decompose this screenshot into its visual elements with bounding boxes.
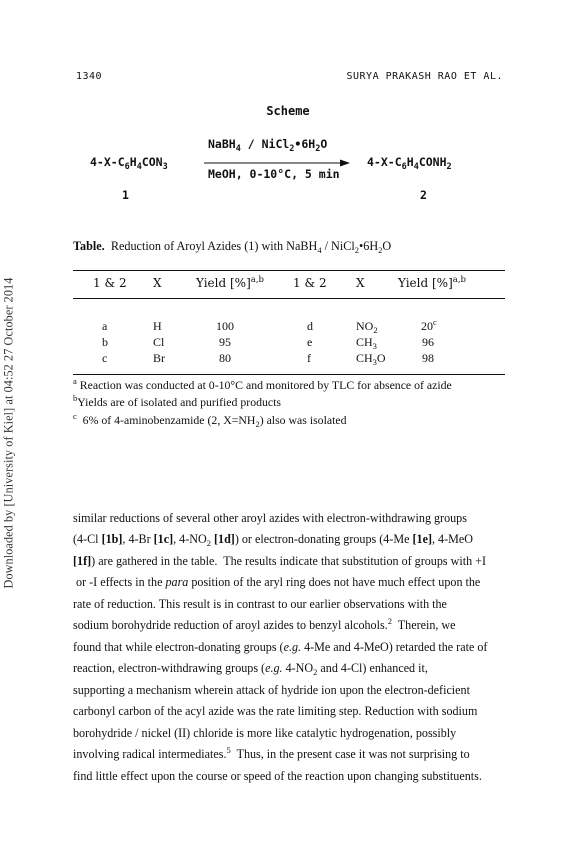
reactant-number: 1 <box>122 188 129 202</box>
reaction-arrow <box>204 159 350 167</box>
product-number: 2 <box>420 188 427 202</box>
cell-substituent: $CH_3$ <box>356 335 377 351</box>
table-bottom-rule <box>73 374 505 375</box>
scheme-reactant: $4-X-C_6H_4CON_3$ <box>90 155 168 172</box>
cell-yield: 96 <box>422 335 434 349</box>
footnote-b: $^b$Yields are of isolated and purified products <box>73 393 282 409</box>
scheme-reagent-below: MeOH, 0-10°C, 5 min <box>208 167 340 181</box>
cell-substituent: $CH_3O$ <box>356 351 386 367</box>
body-line: reaction, electron-withdrawing groups (e.g. $4-NO_2$ and 4-Cl) enhanced it, <box>73 661 428 677</box>
table-caption: Table. Reduction of Aroyl Azides (1) with NaBH$_4$ / $NiCl_2•6H_2O$ <box>73 239 392 255</box>
table-label: Table. <box>73 239 105 253</box>
col-header-compound-1: 1 & 2 <box>93 276 127 290</box>
cell-substituent: Cl <box>153 335 165 349</box>
cell-substituent: $NO_2$ <box>356 319 378 335</box>
col-header-yield-2: Yield [%]$^{a,b}$ <box>398 275 466 290</box>
table-top-rule <box>73 270 505 271</box>
running-authors: SURYA PRAKASH RAO ET AL. <box>346 71 503 82</box>
cell-substituent: H <box>153 319 162 333</box>
col-header-x-2: X <box>356 276 365 290</box>
cell-substituent: Br <box>153 351 165 365</box>
body-line: [1f]) are gathered in the table. The results indicate that substitution of groups with +I <box>73 554 486 568</box>
body-line: (4-Cl [1b], 4-Br [1c], $4-NO_2$ [1d]) or electron-donating groups (4-Me [1e], 4-MeO <box>73 532 473 548</box>
scheme-product: $4-X-C_6H_4CONH_2$ <box>367 155 452 172</box>
cell-yield: 95 <box>219 335 231 349</box>
download-watermark <box>2 243 16 623</box>
cell-yield: 100 <box>216 319 234 333</box>
scheme-title: Scheme <box>266 104 310 118</box>
scheme-reagent-above: NaBH$_4$ / $NiCl_2•6H_2O$ <box>208 137 328 154</box>
col-header-x-1: X <box>153 276 162 290</box>
col-header-yield-1: Yield [%]$^{a,b}$ <box>196 275 264 290</box>
body-line: or -I effects in the para position of the aryl ring does not have much effect upon the <box>73 575 481 589</box>
footnote-a: $^a$ Reaction was conducted at 0-10°C and monitored by TLC for absence of azide <box>73 376 452 392</box>
body-line: involving radical intermediates.$^5$ Thus, in the present case it was not surprising to <box>73 745 470 761</box>
body-line: borohydride / nickel (II) chloride is more like catalytic hydrogenation, possibly <box>73 726 457 740</box>
body-line: find little effect upon the course or speed of the reaction upon changing substituents. <box>73 769 482 783</box>
cell-compound: a <box>102 319 108 333</box>
download-note-text: Downloaded by [University of Kiel] at 04:52 27 October 2014 <box>1 277 16 589</box>
body-line: found that while electron-donating groups (e.g. 4-Me and 4-MeO) retarded the rate of <box>73 640 488 654</box>
cell-yield: 98 <box>422 351 434 365</box>
body-line: supporting a mechanism wherein attack of hydride ion upon the electron-deficient <box>73 683 470 697</box>
cell-compound: e <box>307 335 313 349</box>
body-line: similar reductions of several other aroyl azides with electron-withdrawing groups <box>73 511 467 525</box>
cell-compound: b <box>102 335 108 349</box>
col-header-compound-2: 1 & 2 <box>293 276 327 290</box>
cell-compound: f <box>307 351 311 365</box>
cell-compound: d <box>307 319 313 333</box>
cell-yield: 20$^c$ <box>421 317 437 333</box>
page-number: 1340 <box>76 71 103 82</box>
table-header-rule <box>73 298 505 299</box>
cell-yield: 80 <box>219 351 231 365</box>
body-line: sodium borohydride reduction of aroyl azides to benzyl alcohols.$^2$ Therein, we <box>73 616 456 632</box>
footnote-c: $^c$ 6% of 4-aminobenzamide (2, $X=NH_2$) also was isolated <box>73 411 347 429</box>
body-line: carbonyl carbon of the acyl azide was the rate limiting step. Reduction with sodium <box>73 704 478 718</box>
cell-compound: c <box>102 351 108 365</box>
body-line: rate of reduction. This result is in contrast to our earlier observations with the <box>73 597 447 611</box>
